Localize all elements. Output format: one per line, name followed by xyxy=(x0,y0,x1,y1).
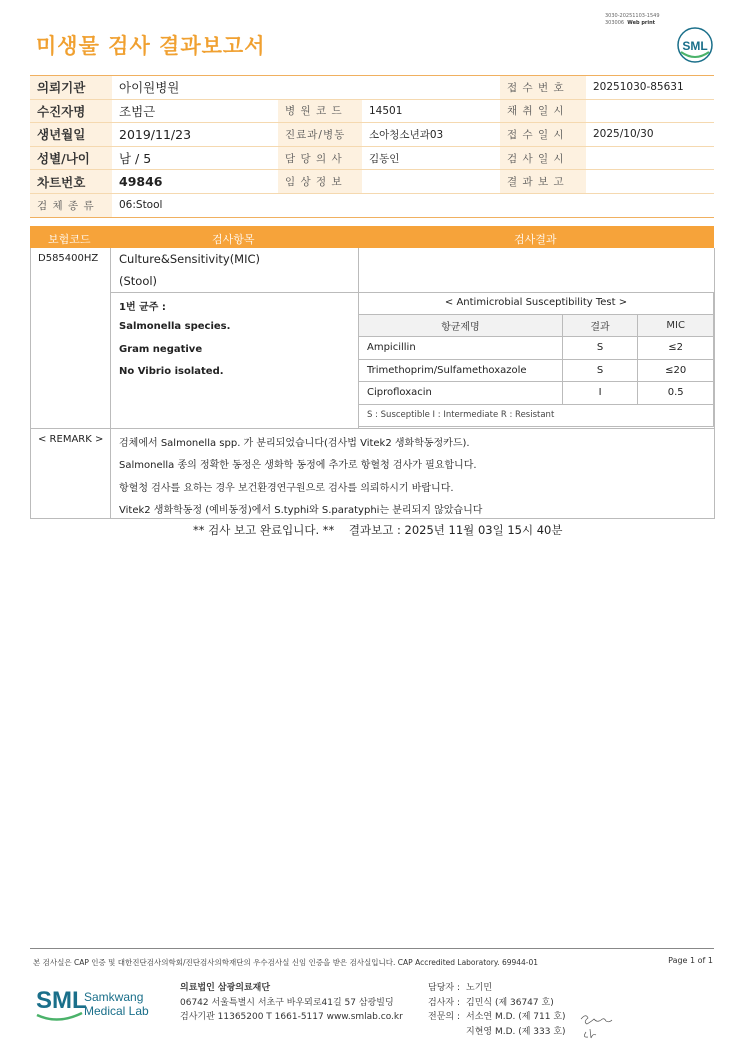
divider xyxy=(110,248,111,518)
info-value xyxy=(586,193,714,217)
info-label: 진료과/병동 xyxy=(278,123,362,147)
ast-legend: S : Susceptible I : Intermediate R : Resistant xyxy=(359,404,714,427)
info-value: 소아청소년과03 xyxy=(362,123,500,147)
info-value: 조범근 xyxy=(112,99,278,123)
ast-col-mic: MIC xyxy=(638,314,714,337)
info-value: 14501 xyxy=(362,99,500,123)
remark-line: 검체에서 Salmonella spp. 가 분리되었습니다(검사법 Vitek2 생화학동정카드). xyxy=(119,438,470,449)
info-value: 김동인 xyxy=(362,146,500,170)
org-name: 의료법인 삼광의료재단 xyxy=(180,983,271,993)
specimen-label: (Stool) xyxy=(119,274,158,288)
footer-logo-abbr: SML xyxy=(36,987,87,1014)
info-value: 06:Stool xyxy=(112,193,278,217)
org-contact: 검사기관 11365200 T 1661-5117 www.smlab.co.kr xyxy=(180,1012,403,1022)
info-label: 접 수 번 호 xyxy=(500,76,586,100)
ast-row xyxy=(359,382,714,405)
info-value xyxy=(362,170,500,194)
info-row xyxy=(30,170,714,194)
org-address: 06742 서울특별시 서초구 바우뫼로41길 57 삼광빌딩 xyxy=(180,997,394,1008)
info-value xyxy=(586,146,714,170)
remark-label: < REMARK > xyxy=(38,434,104,445)
ast-col-result: 결과 xyxy=(562,314,638,337)
info-row xyxy=(30,123,714,147)
info-value xyxy=(586,170,714,194)
info-row xyxy=(30,99,714,123)
ast-table xyxy=(358,292,714,427)
staff-name: 노기민 xyxy=(466,983,493,993)
info-label: 임 상 정 보 xyxy=(278,170,362,194)
col-item-header: 검사항목 xyxy=(212,233,255,246)
info-label: 생년월일 xyxy=(30,123,112,147)
org-info xyxy=(180,981,403,1025)
info-row xyxy=(30,193,714,217)
test-name: Culture&Sensitivity(MIC) xyxy=(119,252,261,266)
organism-name: Salmonella species. xyxy=(119,321,231,332)
ast-mic: ≤2 xyxy=(638,337,714,360)
ast-drug: Ampicillin xyxy=(359,337,563,360)
footer-logo xyxy=(36,981,156,1029)
staff-role: 검사자 : xyxy=(428,997,460,1008)
completion-note: ** 검사 보고 완료입니다. ** xyxy=(193,523,335,537)
footer-divider xyxy=(30,948,714,949)
staff-name: 지현영 M.D. (제 333 호) xyxy=(466,1026,566,1037)
ast-result: I xyxy=(562,382,638,405)
info-value xyxy=(586,99,714,123)
col-result-header: 검사결과 xyxy=(514,233,557,246)
print-code: 3030-20251103-1549 303006 Web print xyxy=(605,13,660,26)
divider xyxy=(358,248,359,292)
ast-title: < Antimicrobial Susceptibility Test > xyxy=(359,292,714,314)
ast-row xyxy=(359,359,714,382)
completion-line xyxy=(193,522,562,538)
info-value: 2025/10/30 xyxy=(586,123,714,147)
report-time: 결과보고 : 2025년 11월 03일 15시 40분 xyxy=(348,523,563,537)
staff-list xyxy=(428,981,566,1039)
ast-drug: Ciprofloxacin xyxy=(359,382,563,405)
info-value: 아이원병원 xyxy=(112,76,278,100)
ast-mic: 0.5 xyxy=(638,382,714,405)
footer-logo-line2: Medical Lab xyxy=(84,1004,149,1018)
remark-line: Vitek2 생화학동정 (예비동정)에서 S.typhi와 S.paratyphi는 분리되지 않았습니다 xyxy=(119,505,483,516)
staff-name: 김민식 (제 36747 호) xyxy=(466,997,554,1008)
info-value: 남 / 5 xyxy=(112,146,278,170)
vibrio-note: No Vibrio isolated. xyxy=(119,366,224,377)
page-number: Page 1 of 1 xyxy=(668,956,713,965)
info-label: 성별/나이 xyxy=(30,146,112,170)
col-code-header: 보험코드 xyxy=(48,233,91,246)
ast-row xyxy=(359,337,714,360)
info-value xyxy=(362,76,500,100)
results-header xyxy=(30,226,714,248)
ast-col-drug: 항균제명 xyxy=(359,314,563,337)
divider xyxy=(31,428,714,429)
staff-name: 서소연 M.D. (제 711 호) xyxy=(466,1012,566,1022)
staff-role: 담당자 : xyxy=(428,983,460,993)
remark-line: 항혈청 검사를 요하는 경우 보건환경연구원으로 검사를 의뢰하시기 바랍니다. xyxy=(119,483,454,494)
insurance-code: D585400HZ xyxy=(38,253,99,264)
info-label xyxy=(278,193,362,217)
ast-result: S xyxy=(562,337,638,360)
ast-mic: ≤20 xyxy=(638,359,714,382)
footer-logo-line1: Samkwang xyxy=(84,990,144,1004)
info-label: 담 당 의 사 xyxy=(278,146,362,170)
info-label: 검 체 종 류 xyxy=(30,193,112,217)
ast-result: S xyxy=(562,359,638,382)
info-value: 20251030-85631 xyxy=(586,76,714,100)
info-row xyxy=(30,146,714,170)
accreditation-note: 본 검사실은 CAP 인증 및 대한진단검사의학회/진단검사의학재단의 우수검사실 신임 인증을 받은 검사실입니다. CAP Accredited Laboratory. 69944-01 xyxy=(33,958,539,967)
signatures xyxy=(578,1012,618,1044)
info-value: 49846 xyxy=(112,170,278,194)
patient-info-table xyxy=(30,75,714,218)
sml-logo xyxy=(676,26,714,64)
gram-stain: Gram negative xyxy=(119,344,203,355)
info-label: 차트번호 xyxy=(30,170,112,194)
info-value xyxy=(362,193,500,217)
info-value: 2019/11/23 xyxy=(112,123,278,147)
info-label: 접 수 일 시 xyxy=(500,123,586,147)
report-title: 미생물 검사 결과보고서 xyxy=(36,34,266,58)
info-label xyxy=(500,193,586,217)
ast-drug: Trimethoprim/Sulfamethoxazole xyxy=(359,359,563,382)
info-label: 검 사 일 시 xyxy=(500,146,586,170)
staff-role: 전문의 : xyxy=(428,1012,460,1022)
logo-text: SML xyxy=(682,39,708,53)
info-label: 병 원 코 드 xyxy=(278,99,362,123)
organism-header: 1번 균주 : xyxy=(119,302,166,313)
remark-line: Salmonella 종의 정확한 동정은 생화학 동정에 추가로 항혈청 검사가 필요합니다. xyxy=(119,460,477,471)
info-row xyxy=(30,76,714,100)
info-label: 결 과 보 고 xyxy=(500,170,586,194)
info-label xyxy=(278,76,362,100)
info-label: 채 취 일 시 xyxy=(500,99,586,123)
info-label: 수진자명 xyxy=(30,99,112,123)
info-label: 의뢰기관 xyxy=(30,76,112,100)
